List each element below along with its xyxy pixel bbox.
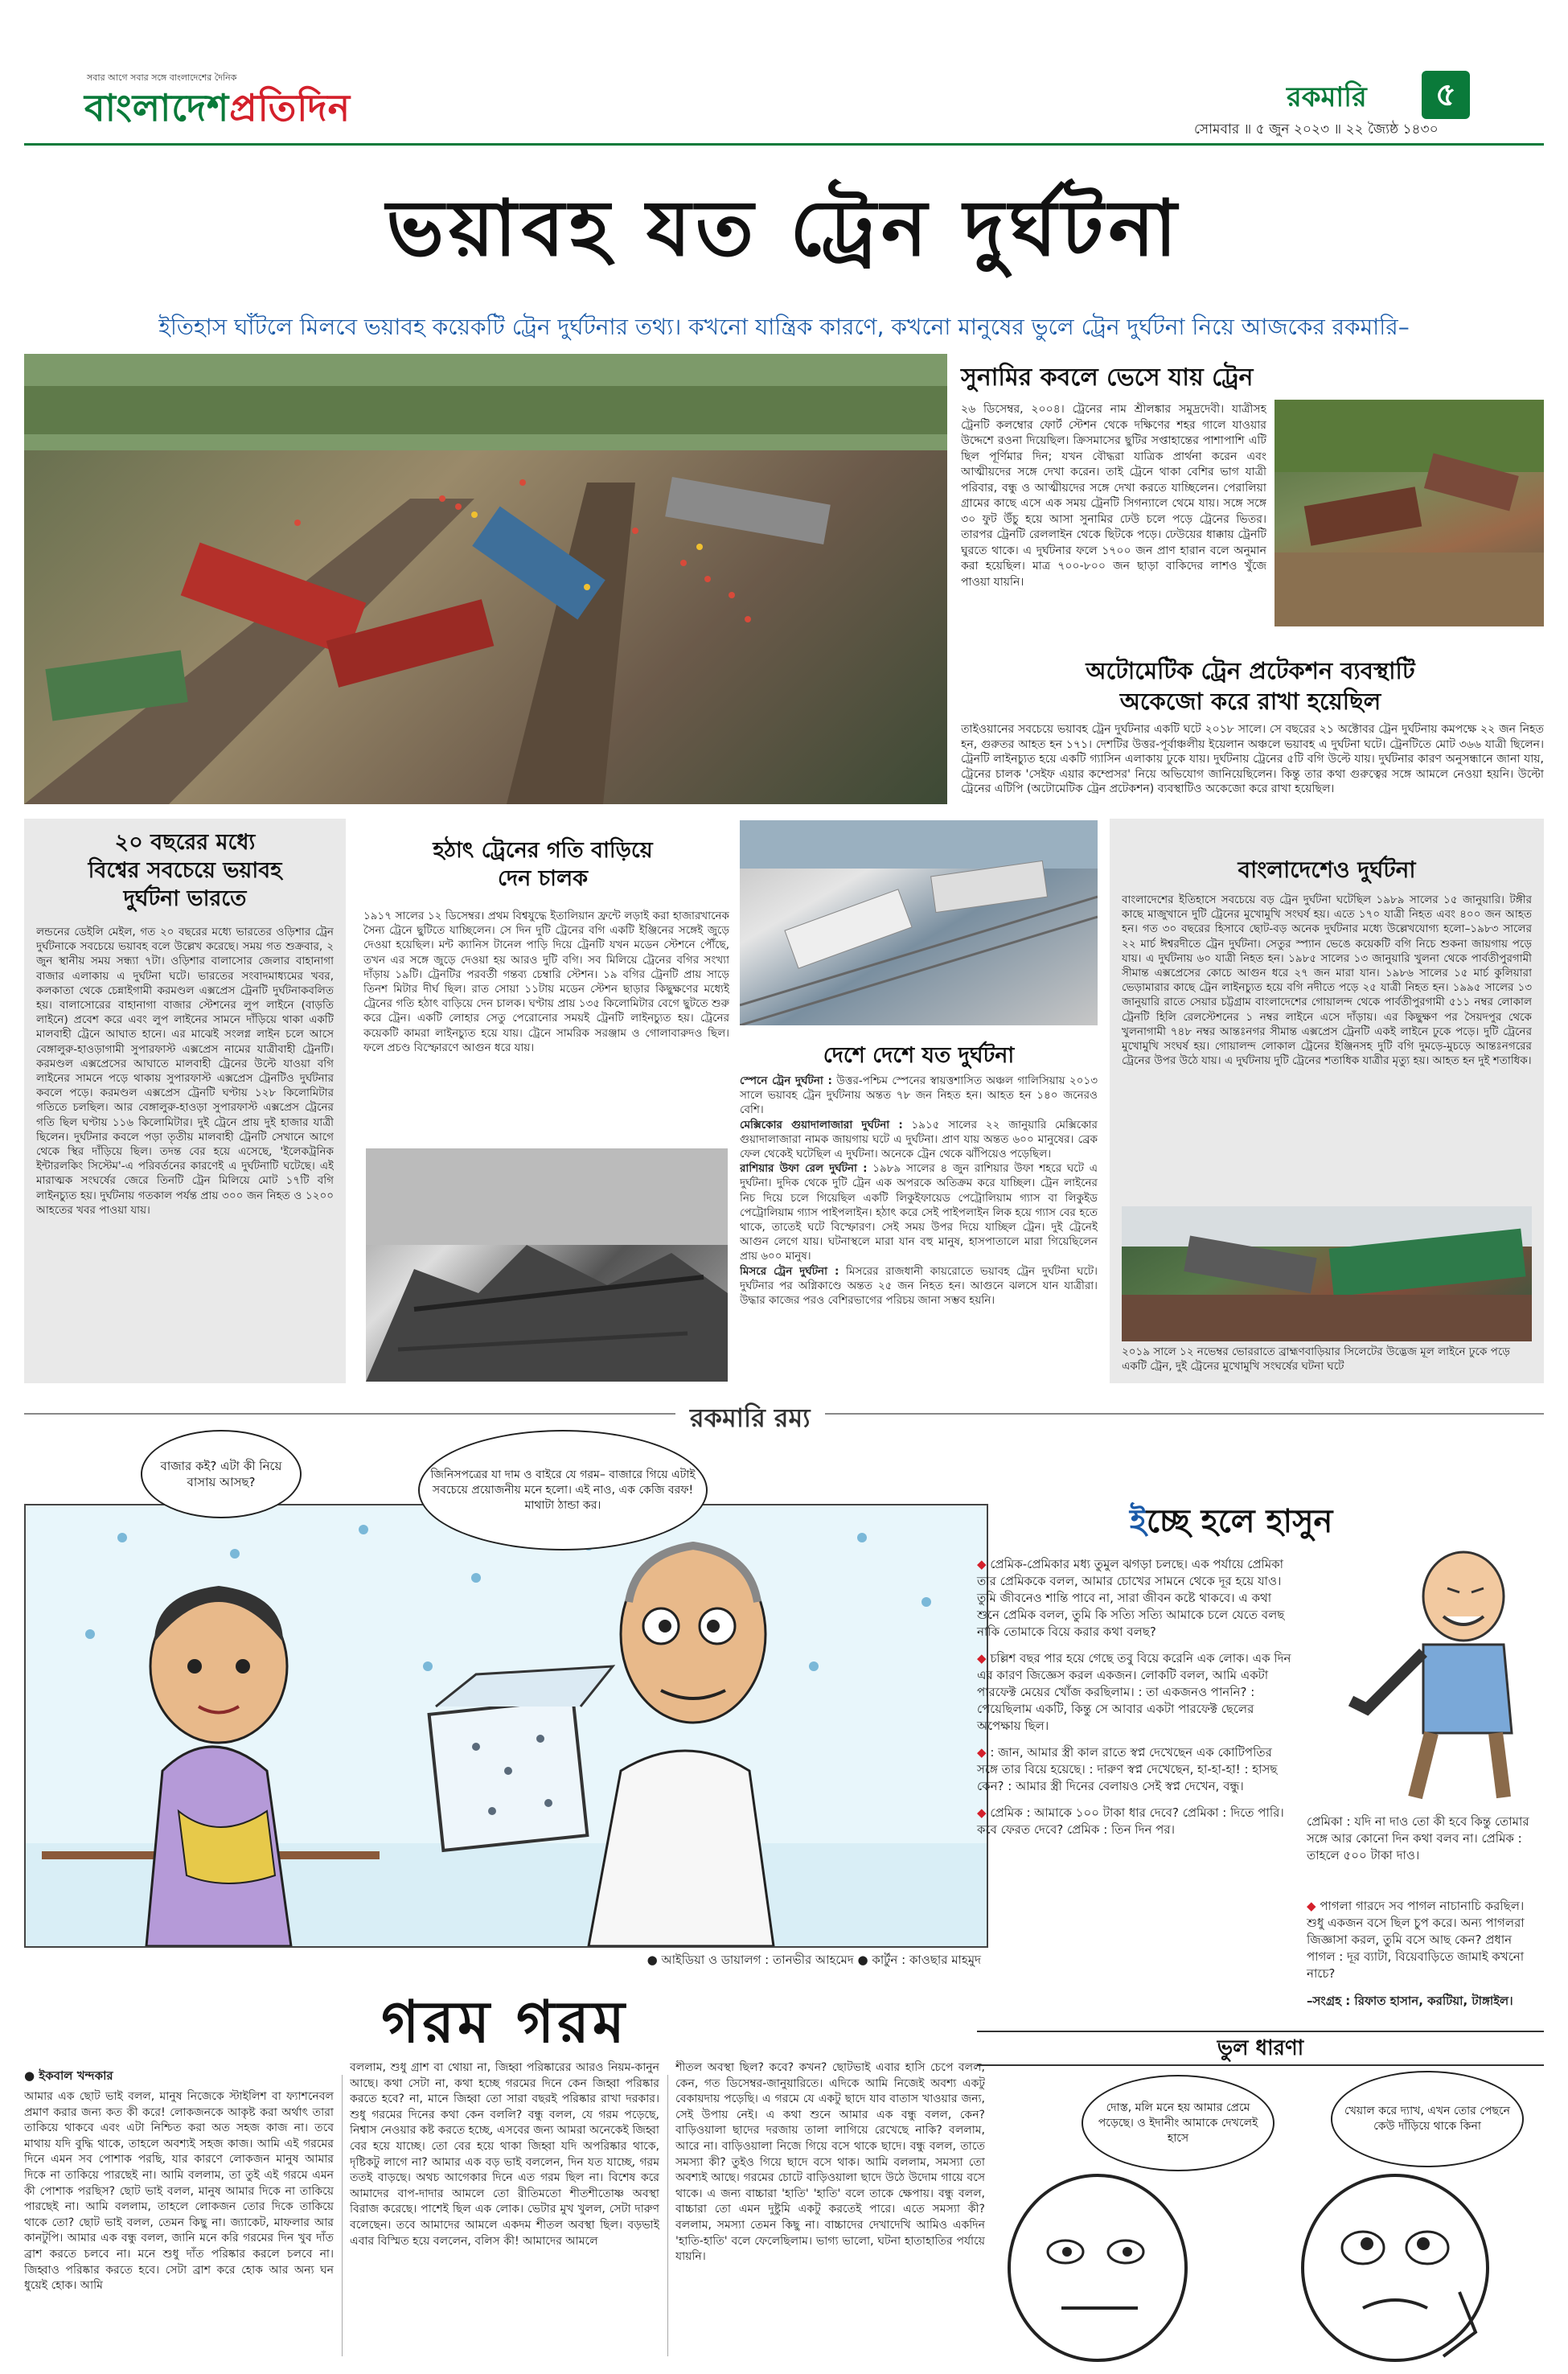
garam-col2: বললাম, শুধু গ্রাশ বা থোয়া না, জিহ্বা পরিষ্কারের আরও নিয়ম-কানুন আছে। কথা সেটা না, কথা হচ্ছে গরমের দিনে কেন জিহ্বা পরিষ্কার করতে হবে? না, মানে জিহ্বা তো সারা বছরই পরিষ্কার রাখা দরকার। শুধু গরমের দিনের কথা কেন বললি? বন্ধু বলল, যে গরম পড়েছে, নিশ্বাস নেওয়ার কষ্ট করতে হচ্ছে, এসবের জন্য আমরা অনেকেই জিহ্বা বের হয়ে যাচ্ছে। তো বের হয়ে থাকা জিহ্বা যদি অপরিষ্কার থাকে, দৃষ্টিকটু লাগে না? আমার এক বড় ভাই বললেন, দিন যত যাচ্ছে, গরম ততই বাড়ছে। অথচ আগেকার দিনে এত গরম ছিল না। বিশেষ করে আমাদের বাপ-দাদার আমলে তো রীতিমতো শীতশীতোষ্ণ অবস্থা বিরাজ করেছে। পাশেই ছিল এক লোক। ভেটার মুখ খুলল, সেটা দারুণ বলেছেন। তবে আমাদের আমলে একদম শীতল অবস্থা ছিল। বড়ভাই এবার বিস্মিত হয়ে বললেন, বলিস কী! আমাদের আমলে — [350, 2061, 659, 2248]
laughing-man-icon — [1303, 1540, 1544, 1805]
automatic-title-line2: অকেজো করে রাখা হয়েছিল — [1119, 688, 1381, 715]
world-accidents-list — [740, 1074, 1098, 1383]
joke-4-text: প্রেমিক : আমাকে ১০০ টাকা ধার দেবে? প্রেমিকা : দিতে পারি। কবে ফেরত দেবে? প্রেমিক : তিন দিন পর। — [977, 1805, 1284, 1837]
world-item-spain — [740, 1074, 1098, 1118]
garam-author — [24, 2067, 113, 2087]
logo-part1: বাংলাদেশ — [84, 86, 230, 129]
joke-bullet-icon: ◆ — [977, 1651, 991, 1665]
joke-3-text: : জান, আমার স্ত্রী কাল রাতে স্বপ্ন দেখেছেন এক কোটিপতির সঙ্গে তার বিয়ে হয়েছে। : দারুণ স্বপ্ন দেখেছেন, হা-হা-হা! : হাসছ কেন? : আমার স্ত্রী দিনের বেলায়ও সেই স্বপ্ন দেখেন, বন্ধু। — [977, 1745, 1278, 1793]
automatic-title — [961, 655, 1540, 717]
joke-bullet-icon: ◆ — [977, 1805, 991, 1820]
main-train-crash-photo — [24, 354, 947, 804]
credit-cartoon: কার্টুন : কাওছার মাহমুদ — [872, 1953, 981, 1967]
historic-wreck-photo — [366, 1148, 728, 1382]
tsunami-train-photo — [1275, 400, 1544, 626]
bangladesh-title: বাংলাদেশেও দুর্ঘটনা — [1238, 856, 1416, 883]
world-item-egypt — [740, 1264, 1098, 1308]
speech-bubble-woman: বাজার কই? এটা কী নিয়ে বাসায় আসছ? — [141, 1430, 302, 1518]
crash-scene-illustration — [24, 354, 947, 804]
garam-col-divider — [667, 2075, 668, 2356]
newspaper-logo — [84, 80, 351, 142]
speech-bubble-man-prefix: জিনিসপত্রের — [430, 1468, 488, 1481]
masthead-rule — [24, 143, 1544, 146]
joke-bullet-icon: ◆ — [1307, 1899, 1320, 1913]
bhul-title: ভুল ধারণা — [977, 2031, 1544, 2066]
world-item-russia-label: রাশিয়ার উফা রেল দুর্ঘটনা : — [740, 1162, 868, 1176]
india-title-line1: ২০ বছরের মধ্যে — [114, 830, 256, 855]
ichhe-title-rest: চ্ছে হলে হাসুন — [1146, 1503, 1333, 1540]
cartoon-illustration — [26, 1505, 987, 1946]
world-item-egypt-text: মিসরের রাজধানী কায়রোতে ভয়াবহ ট্রেন দুর্ঘটনা ঘটে। দুর্ঘটনার পর অগ্নিকাণ্ডে অন্তত ২৫ জন নিহত হন। আগুনে ঝলসে যান যাত্রীরা। উদ্ধার কাজের পরও বেশিরভাগের পরিচয় জানা সম্ভব হয়নি। — [740, 1264, 1098, 1308]
world-title: দেশে দেশে যত দুর্ঘটনা — [823, 1043, 1015, 1068]
joke-signature: –সংগ্রহ : রিফাত হাসান, করটিয়া, টাঙ্গাইল। — [1307, 1994, 1513, 2008]
page-number: ৫ — [1422, 71, 1470, 119]
garam-col3: শীতল অবস্থা ছিল? কবে? কখন? ছোটভাই এবার হাসি চেপে বলল, কেন, গত ডিসেম্বর-জানুয়ারিতে। এদিকে আমি নিজেই অবশ্য একটু বেকায়দায় পড়েছি। এ গরমে যে একটু ছাদে যাব বাতাস খাওয়ার জন্য, সেই উপায় নেই। এ কথা শুনে আমার এক বন্ধু বলল, কেন? বাড়িওয়ালা ছাদের দরজায় তালা লাগিয়ে রেখেছে নাকি? বললাম, আরে না। বাড়িওয়ালা নিজে গিয়ে বসে থাকে ছাদে। বন্ধু বলল, তাতে সমস্যা কী? তুইও গিয়ে ছাদে বসে থাক। আমি বললাম, সমস্যা তো অবশ্যই আছে। গরমের চোটে বাড়িওয়ালা ছাদে উঠে উদোম গায়ে বসে থাকে। এ জন্য বাচ্চারা 'হাতি' 'হাতি' বলে তাকে ক্ষেপায়। বন্ধু বলল, বাচ্চারা তো এমন দুষ্টুমি একটু করতেই পারে। এতে সমস্যা কী? বললাম, সমস্যা তেমন কিছু না। বাচ্চাদের দেখাদেখি আমিও একদিন 'হাতি-হাতি' বলে ফেলেছিলাম। ভাগ্য ভালো, ঘটনা হাতাহাতির পর্যায়ে যায়নি। — [675, 2061, 985, 2264]
cartoon-credits — [482, 1951, 981, 1971]
world-item-mexico-text: ১৯১৫ সালের ২২ জানুয়ারি মেক্সিকোর গুয়াদালাজারা নামক জায়গায় ঘটে এ দুর্ঘটনা। প্রাণ যায় অন্তত ৬০০ মানুষের। ব্রেক ফেল থেকেই ঘটেছিল এ দুর্ঘটনা। অনেকে ট্রেন থেকে ঝাঁপিয়েও পড়েছিল। — [740, 1118, 1098, 1161]
india-title — [32, 828, 338, 913]
sudden-body: ১৯১৭ সালের ১২ ডিসেম্বর। প্রথম বিশ্বযুদ্ধে ইতালিয়ান ফ্রন্টে লড়াই করা হাজারখানেক সৈন্য ট্রেনে ছুটিতে যাচ্ছিলেন। সে দিন দুটি ট্রেনের বগি একটি ইঞ্জিনের সঙ্গেই জুড়ে দেওয়া হয়েছিল। মন্ট ক্যানিস টানেল পাড়ি দিয়ে ট্রেনটি যখন মডেন স্টেশনে পৌঁছে, তখন এর সঙ্গে জুড়ে দেওয়া হয় আরও দুটি বগি। সব মিলিয়ে ট্রেনের বগির সংখ্যা দাঁড়ায় ১৯টি। ট্রেনটির পরবর্তী গন্তব্য চেম্বারি স্টেশন। ১৯ বগির ট্রেনটি প্রায় সাড়ে তিনশ মিটার দীর্ঘ ছিল। রাত সোয়া ১১টায় মডেন স্টেশন ছাড়ার কিছুক্ষণের মধ্যেই ট্রেনের গতি হঠাৎ বাড়িয়ে দেন চালক। ঘণ্টায় প্রায় ১৩৫ কিলোমিটার বেগে ছুটতে শুরু করে ট্রেন। একটি লোহার সেতু পেরোনোর সময়ই ট্রেনটি লাইনচ্যুত হয়। ট্রেনের কয়েকটি কামরা লাইনচ্যুত হয়ে যায়। ট্রেনে সামরিক সরঞ্জাম ও গোলাবারুদও ছিল। ফলে প্রচণ্ড বিস্ফোরণে আগুন ধরে যায়। — [363, 910, 729, 1054]
meme-faces-icon — [977, 2171, 1544, 2364]
sudden-title-line1: হঠাৎ ট্রেনের গতি বাড়িয়ে — [433, 838, 653, 863]
joke-1-text: প্রেমিক-প্রেমিকার মধ্য তুমুল ঝগড়া চলছে। এক পর্যায়ে প্রেমিকা তার প্রেমিককে বলল, আমার চোখের সামনে থেকে দূর হয়ে যাও। তুমি জীবনেও শান্তি পাবে না, সারা জীবন কষ্টে থাকবে। এ কথা শুনে প্রেমিক বলল, তুমি কি সত্যি সত্যি আমাকে চলে যেতে বলছ নাকি তোমাকে বিয়ে করার কথা বলছ? — [977, 1557, 1285, 1639]
garam-col-divider — [342, 2075, 343, 2356]
ichhe-title-first: ই — [1130, 1503, 1147, 1540]
yard-illustration — [740, 820, 1098, 1025]
crowd-crash-illustration — [1122, 1206, 1532, 1341]
dateline: সোমবার ॥ ৫ জুন ২০২৩ ॥ ২২ জ্যৈষ্ঠ ১৪৩০ — [1194, 121, 1439, 138]
india-body: লন্ডনের ডেইলি মেইল, গত ২০ বছরের মধ্যে ভারতের ওড়িশার ট্রেন দুর্ঘটনাকে সবচেয়ে ভয়াবহ বলে উল্লেখ করেছে। সময় গত শুক্রবার, ২ জুন স্থানীয় সময় সন্ধ্যা ৭টা। ওড়িশার বালাসোর জেলার বাহানাগা বাজার এলাকায় এ দুর্ঘটনা ঘটে। ভারতের সংবাদমাধ্যমের খবর, কলকাতা থেকে চেন্নাইগামী করমণ্ডল এক্সপ্রেস ট্রেনটি দুর্ঘটনাকবলিত হয়। বালাসোরের বাহানাগা বাজার স্টেশনের লুপ লাইনে (বাড়তি লাইনে) প্রবেশ করে এবং লুপ লাইনের সামনে দাঁড়িয়ে থাকা একটি মালবাহী ট্রেনে আঘাত হানে। এর মাঝেই সংলগ্ন লাইন চলে আসে বেঙ্গালুরু-হাওড়াগামী সুপারফাস্ট এক্সপ্রেস নামের যাত্রীবাহী ট্রেনটি। করমণ্ডল এক্সপ্রেসের আঘাতে মালবাহী ট্রেনের উল্টে যাওয়া বগি লাইনের সামনে পড়ে থাকায় সুপারফাস্ট এক্সপ্রেস ট্রেনটিও দুর্ঘটনার কবলে পড়ে। করমণ্ডল এক্সপ্রেস ট্রেনটি ঘণ্টায় ১২৮ কিলোমিটার গতিতে চলছিল। আর বেঙ্গালুরু-হাওড়া সুপারফাস্ট এক্সপ্রেস ট্রেনের গতি ছিল ঘণ্টায় ১১৬ কিলোমিটার। দুই ট্রেনে প্রায় দুই হাজার যাত্রী ছিলেন। দুর্ঘটনার কবলে পড়া তৃতীয় মালবাহী ট্রেনটি সেখানে আগে থেকে স্থির দাঁড়িয়ে ছিল। তদন্ত বের হয়ে এসেছে, 'ইলেকট্রনিক ইন্টারলকিং সিস্টেম'-এ পরিবর্তনের কারণেই এ দুর্ঘটনাটি ঘটেছে। এই মারাত্মক সংঘর্ষের জেরে তিনটি ট্রেন মিলিয়ে মোট ১৭টি বগি লাইনচ্যুত হয়। দুর্ঘটনায় গতকাল পর্যন্ত প্রায় ৩০০ জন নিহত ও ১২০০ আহতের খবর পাওয়া যায়। — [36, 926, 334, 1217]
derailed-train-yard-photo — [740, 820, 1098, 1025]
world-item-mexico-label: মেক্সিকোর গুয়াদালাজারা দুর্ঘটনা : — [740, 1118, 903, 1132]
garam-author-name: ইকবাল খন্দকার — [39, 2068, 113, 2083]
world-item-egypt-label: মিসরে ট্রেন দুর্ঘটনা : — [740, 1264, 839, 1278]
credit-bullet-icon: ● — [857, 1953, 868, 1967]
automatic-body: তাইওয়ানের সবচেয়ে ভয়াবহ ট্রেন দুর্ঘটনার একটি ঘটে ২০১৮ সালে। সে বছরের ২১ অক্টোবর ট্রেন দুর্ঘটনায় কমপক্ষে ২২ জন নিহত হন, গুরুতর আহত হন ১৭১। দেশটির উত্তর-পূর্বাঞ্চলীয় ইয়েলান অঞ্চলে ভয়াবহ এ দুর্ঘটনা ঘটে। ট্রেনটিতে মোট ৩৬৬ যাত্রী ছিলেন। ট্রেনটি লাইনচ্যুত হয়ে একটি গ্যাসিন এলাকায় ঢুকে যায়। দুর্ঘটনায় ট্রেনের ৫টি বগি উল্টে যায়। দুর্ঘটনার কারণ অনুসন্ধানে জানা যায়, ট্রেনের চালক 'সেইফ এয়ার কম্প্রেসর' নিয়ে অভিযোগ জানিয়েছিলেন। কিন্তু তার কথা গুরুত্বের সঙ্গে আমলে নেওয়া হয়নি। উল্টো ট্রেনের এটিপি (অটোমেটিক ট্রেন প্রটেকশন) ব্যবস্থাটিও অকেজো করে রাখা হয়েছিল। — [961, 723, 1544, 796]
cartoon-panel — [24, 1504, 991, 1948]
tsunami-body: ২৬ ডিসেম্বর, ২০০৪। ট্রেনের নাম শ্রীলঙ্কার সমুদ্রদেবী। যাত্রীসহ ট্রেনটি কলম্বোর ফোর্ট স্টেশন থেকে দক্ষিণের শহর গালে যাওয়ার উদ্দেশে রওনা দিয়েছিল। ক্রিসমাসের ছুটির সপ্তাহান্তের পাশাপাশি এটি ছিল পূর্ণিমার দিন; যখন বৌদ্ধরা যাত্রিক প্রার্থনা করেন এবং আত্মীয়দের সঙ্গে দেখা করেন। তাই ট্রেনে থাকা বেশির ভাগ যাত্রী পরিবার, বন্ধু ও আত্মীয়দের সঙ্গে দেখা করতে যাচ্ছিলেন। পেরালিয়া গ্রামের কাছে এসে এক সময় ট্রেনটি সিগন্যালে থেমে যায়। সঙ্গে সঙ্গে ৩০ ফুট উঁচু হয়ে আসা সুনামির ঢেউ চলে পড়ে ট্রেনের ভিতর। তারপর ট্রেনটি রেললাইন থেকে ছিটকে পড়ে। ঢেউয়ের ধাক্কায় ট্রেনটি ঘুরতে থাকে। এ দুর্ঘটনার ফলে ১৭০০ জন প্রাণ হারান বলে অনুমান করা হয়েছিল। মাত্র ৭০০-৮০০ জন ছাড়া বাকিদের লাশও খুঁজে পাওয়া যায়নি। — [961, 403, 1266, 589]
joke-3 — [977, 1744, 1295, 1795]
credit-idea: আইডিয়া ও ডায়ালগ : তানভীর আহমেদ — [661, 1953, 854, 1967]
flooded-train-illustration — [1275, 400, 1544, 626]
bangladesh-photo-caption: ২০১৯ সালে ১২ নভেম্বর ভোররাতে ব্রাহ্মণবাড়িয়ার সিলেটের উদ্ভেজ মূল লাইনে ঢুকে পড়ে একটি ট্রেন, দুই ট্রেনের মুখোমুখি সংঘর্ষের ঘটনা ঘটে — [1122, 1345, 1510, 1373]
joke-bullet-icon: ◆ — [977, 1745, 991, 1760]
main-headline: ভয়াবহ যত ট্রেন দুর্ঘটনা — [386, 183, 1182, 273]
joke-2 — [977, 1650, 1295, 1735]
world-item-spain-text: উত্তর-পশ্চিম স্পেনের স্বায়ত্তশাসিত অঞ্চল গালিসিয়ায় ২০১৩ সালে ভয়াবহ ট্রেন দুর্ঘটনায় অন্তত ৭৮ জন নিহত হন। আহত হন ১৪০ জনেরও বেশি। — [740, 1074, 1098, 1117]
joke-2-text: চল্লিশ বছর পার হয়ে গেছে তবু বিয়ে করেনি এক লোক। এক দিন এর কারণ জিজ্ঞেস করল একজন। লোকটি বলল, আমি একটা পারফেক্ট মেয়ের খোঁজ করছিলাম। : তা একজনও পাননি? : পেয়েছিলাম একটি, কিন্তু সে আবার একটা পারফেক্ট ছেলের অপেক্ষায় ছিল। — [977, 1651, 1291, 1733]
joke-bullet-icon: ◆ — [977, 1557, 991, 1571]
joke-right-2-text: পাগলা গারদে সব পাগল নাচানাচি করছিল। শুধু একজন বসে ছিল চুপ করে। অন্য পাগলরা জিজ্ঞাসা করল, তুমি বসে আছ কেন? প্রধান পাগল : দূর ব্যাটা, বিয়েবাড়িতে জামাই কখনো নাচে? — [1307, 1899, 1525, 1981]
garam-col1: আমার এক ছোট ভাই বলল, মানুষ নিজেকে স্টাইলিশ বা ফ্যাশনেবল প্রমাণ করার জন্য কত কী করে! লোকজনকে আকৃষ্ট করা অর্থাৎ তারা তাকিয়ে থাকবে এবং এটা নিশ্চিত করা অত সহজ কাজ না। তবে মাথায় যদি বুদ্ধি থাকে, তাহলে অবশ্যই সহজ কাজ। আমি এই গরমের দিনে এমন সব পোশাক পরছি, যার কারণে লোকজন মানুষ আমার দিকে না তাকিয়ে পারছেই না। আমি বললাম, তা তুই এই গরমে এমন কী পোশাক পরছিস? ছোট ভাই বলল, মানুষ আমার দিকে না তাকিয়ে পারছেই না। আমি বললাম, তাহলে লোকজন তোর দিকে তাকিয়ে থাকে তো? ছোট ভাই বলল, তেমন কিছু না। জ্যাকেট, মাফলার আর কানটুপি। আমার এক বন্ধু বলল, জানি মনে করি গরমের দিন খুব দাঁত ব্রাশ করতে চলবে না। মনে শুধু দাঁত পরিষ্কার করলে চলবে না। জিহ্বাও পরিষ্কার করতে হবে। সেটা ব্রাশ করে হোক আর অন্য ঘন ধুয়েই হোক। আমি — [24, 2090, 334, 2293]
world-item-mexico — [740, 1118, 1098, 1162]
joke-4 — [977, 1805, 1295, 1838]
world-item-russia-text: ১৯৮৯ সালের ৪ জুন রাশিয়ার উফা শহরে ঘটে এ দুর্ঘটনা। দুদিক থেকে দুটি ট্রেন এক অপরকে অতিক্রম করে যাচ্ছিল। ট্রেন লাইনের নিচ দিয়ে চলে গিয়েছিল একটি লিকুইফায়েড পেট্রোলিয়াম গ্যাস বা লিকুইড পেট্রোলিয়াম গ্যাস পাইপলাইন। হঠাৎ করে সেই পাইপলাইন লিক হয়ে গ্যাস বের হতে থাকে, তাতেই ঘটে বিস্ফোরণ। সেই সময় উপর দিয়ে যাচ্ছিল ট্রেন। দুই ট্রেনেই আগুন লেগে যায়। ঘটনাস্থলে মারা যান বহু মানুষ, হাসপাতালে মারা গিয়েছিলেন প্রায় ৬০০ মানুষ। — [740, 1162, 1098, 1263]
author-bullet-icon: ● — [24, 2068, 39, 2083]
india-title-line2: বিশ্বের সবচেয়ে ভয়াবহ — [88, 858, 282, 883]
joke-right-2 — [1307, 1898, 1544, 1982]
joke-list — [977, 1556, 1295, 1838]
joke-right-1: প্রেমিকা : যদি না দাও তো কী হবে কিন্তু তোমার সঙ্গে আর কোনো দিন কথা বলব না। প্রেমিক : তাহলে ৫০০ টাকা দাও। — [1307, 1814, 1529, 1863]
bangladesh-crash-photo — [1122, 1206, 1532, 1341]
speech-bubble-man-text: যা দাম ও বাইরে যে গরম– বাজারে গিয়ে এটাই সবচেয়ে প্রয়োজনীয় মনে হলো। এই নাও, এক কেজি বরফ! মাথাটা ঠান্ডা কর। — [432, 1468, 696, 1512]
laughing-man-illustration — [1303, 1540, 1544, 1805]
world-item-spain-label: স্পেনে ট্রেন দুর্ঘটনা : — [740, 1074, 832, 1087]
section-name: রকমারি — [1287, 81, 1367, 113]
speech-bubble-man — [418, 1430, 708, 1550]
bangladesh-body: বাংলাদেশের ইতিহাসে সবচেয়ে বড় ট্রেন দুর্ঘটনা ঘটেছিল ১৯৮৯ সালের ১৫ জানুয়ারি। টঙ্গীর কাছে মাজুখানে দুটি ট্রেনের মুখোমুখি সংঘর্ষ হয়। এতে ১৭০ যাত্রী নিহত এবং ৪০০ জন আহত হন। গত ৩০ বছরের হিসাবে ছোট-বড় অনেক দুর্ঘটনার মধ্যে উল্লেখযোগ্য হলো–১৯৮৩ সালের ২২ মার্চ ঈশ্বরদীতে ট্রেন দুর্ঘটনা। সেতুর স্প্যান ভেঙে কয়েকটি বগি নিচে শুকনা জায়গায় পড়ে যায়। এ দুর্ঘটনায় ৬০ যাত্রী নিহত হন। ১৯৮৫ সালের ১৩ জানুয়ারি খুলনা থেকে পার্বতীপুরগামী সীমান্ত এক্সপ্রেসের কোচে আগুন ধরে ২৭ জন মারা যান। ১৯৮৬ সালের ১৫ মার্চ কুলিয়ারা ভেড়ামারার কাছে ট্রেন লাইনচ্যুত হয়ে বগি নদীতে পড়ে ২৫ যাত্রী নিহত হন। ১৯৯৫ সালের ১৩ জানুয়ারি রাতে সেয়ার চট্টগ্রাম বাংলাদেশের গোয়ালন্দ থেকে পার্বতীপুরগামী ৫১১ নম্বর লোকাল ট্রেনটি হিলি রেলস্টেশনের ১ নম্বর লাইনে এসে দাঁড়ায়। এর কিছুক্ষণ পর সৈয়দপুর থেকে খুলনাগামী ৭৪৮ নম্বর আন্তঃনগর সীমান্ত এক্সপ্রেস ট্রেনটি একই লাইনে ঢুকে পড়ে। দুটি ট্রেনের মুখোমুখি সংঘর্ষ হয়। গোয়ালন্দ লোকাল ট্রেনের ইঞ্জিনসহ দুটি বগি দুমড়ে-মুচড়ে আন্তঃনগরের ট্রেনের উপর উঠে যায়। এ দুর্ঘটনায় দুটি ট্রেনের শতাধিক যাত্রীর মৃত্যু হয়। আহত হন দুই শতাধিক। — [1122, 893, 1532, 1068]
world-item-russia — [740, 1161, 1098, 1263]
india-title-line3: দুর্ঘটনা ভারতে — [123, 886, 247, 911]
sudden-title-line2: দেন চালক — [497, 866, 589, 891]
wreckage-illustration — [366, 1148, 728, 1382]
automatic-title-line1: অটোমেটিক ট্রেন প্রটেকশন ব্যবস্থাটি — [1086, 657, 1415, 684]
main-subhead: ইতিহাস ঘাঁটলে মিলবে ভয়াবহ কয়েকটি ট্রেন দুর্ঘটনার তথ্য। কখনো যান্ত্রিক কারণে, কখনো মানুষের ভুলে ট্রেন দুর্ঘটনা নিয়ে আজকের রকমারি– — [158, 314, 1410, 340]
bhul-bubble-2: খেয়াল করে দ্যাখ, এখন তোর পেছনে কেউ দাঁড়িয়ে থাকে কিনা — [1331, 2071, 1524, 2167]
sudden-title — [358, 836, 728, 893]
garam-title: গরম গরম — [381, 1987, 628, 2056]
bhul-bubble-1: দোস্ত, মলি মনে হয় আমার প্রেমে পড়েছে। ও ইদানীং আমাকে দেখলেই হাসে — [1082, 2075, 1275, 2171]
masthead-tagline: সবার আগে সবার সঙ্গে বাংলাদেশের দৈনিক — [87, 72, 237, 83]
tsunami-title: সুনামির কবলে ভেসে যায় ট্রেন — [961, 363, 1254, 392]
credit-bullet-icon: ● — [646, 1953, 658, 1967]
joke-1 — [977, 1556, 1295, 1641]
bhul-meme-faces — [977, 2171, 1544, 2364]
logo-part2: প্রতিদিন — [229, 86, 351, 129]
rommo-banner: রকমারি রম্য — [675, 1398, 825, 1441]
